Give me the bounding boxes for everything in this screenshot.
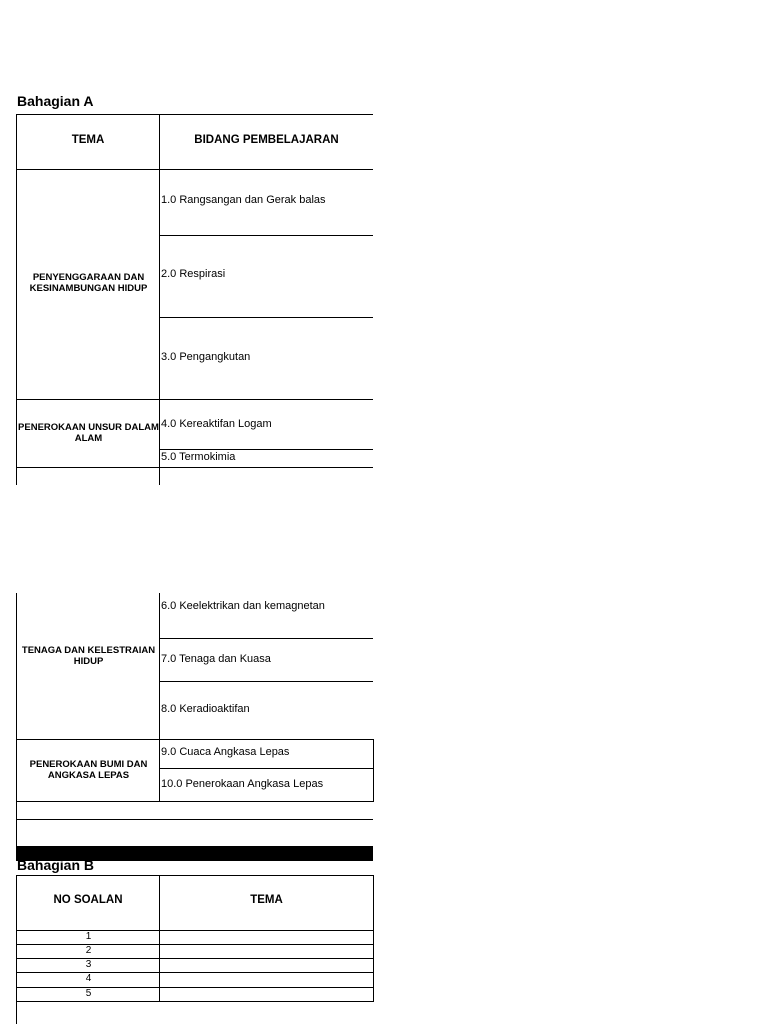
list-item: 9.0 Cuaca Angkasa Lepas — [161, 746, 290, 758]
list-item: 1.0 Rangsangan dan Gerak balas — [161, 194, 326, 206]
header-bidang: BIDANG PEMBELAJARAN — [194, 134, 339, 146]
tema-cell: PENYENGGARAAN DAN KESINAMBUNGAN HIDUP — [29, 272, 148, 294]
list-item: 5.0 Termokimia — [161, 451, 236, 463]
list-item: 4.0 Kereaktifan Logam — [161, 418, 272, 430]
header-tema: TEMA — [71, 134, 105, 146]
tema-cell: TENAGA DAN KELESTRAIAN HIDUP — [21, 645, 156, 667]
list-item: 10.0 Penerokaan Angkasa Lepas — [161, 778, 324, 790]
list-item: 7.0 Tenaga dan Kuasa — [161, 653, 271, 665]
tema-cell: PENEROKAAN UNSUR DALAM ALAM — [18, 422, 159, 444]
tema-cell: PENEROKAAN BUMI DAN ANGKASA LEPAS — [29, 759, 148, 781]
header-no-soalan: NO SOALAN — [53, 894, 123, 906]
table-row: 2 — [85, 945, 92, 956]
section-b-title: Bahagian B — [17, 857, 95, 873]
table-row: 4 — [85, 973, 92, 984]
header-tema-b: TEMA — [250, 894, 283, 906]
table-row: 1 — [85, 931, 92, 942]
list-item: 3.0 Pengangkutan — [161, 351, 251, 363]
section-a-title: Bahagian A — [17, 93, 94, 109]
list-item: 6.0 Keelektrikan dan kemagnetan — [161, 600, 325, 612]
list-item: 2.0 Respirasi — [161, 268, 226, 280]
table-row: 5 — [85, 988, 92, 999]
table-row: 3 — [85, 959, 92, 970]
list-item: 8.0 Keradioaktifan — [161, 703, 250, 715]
